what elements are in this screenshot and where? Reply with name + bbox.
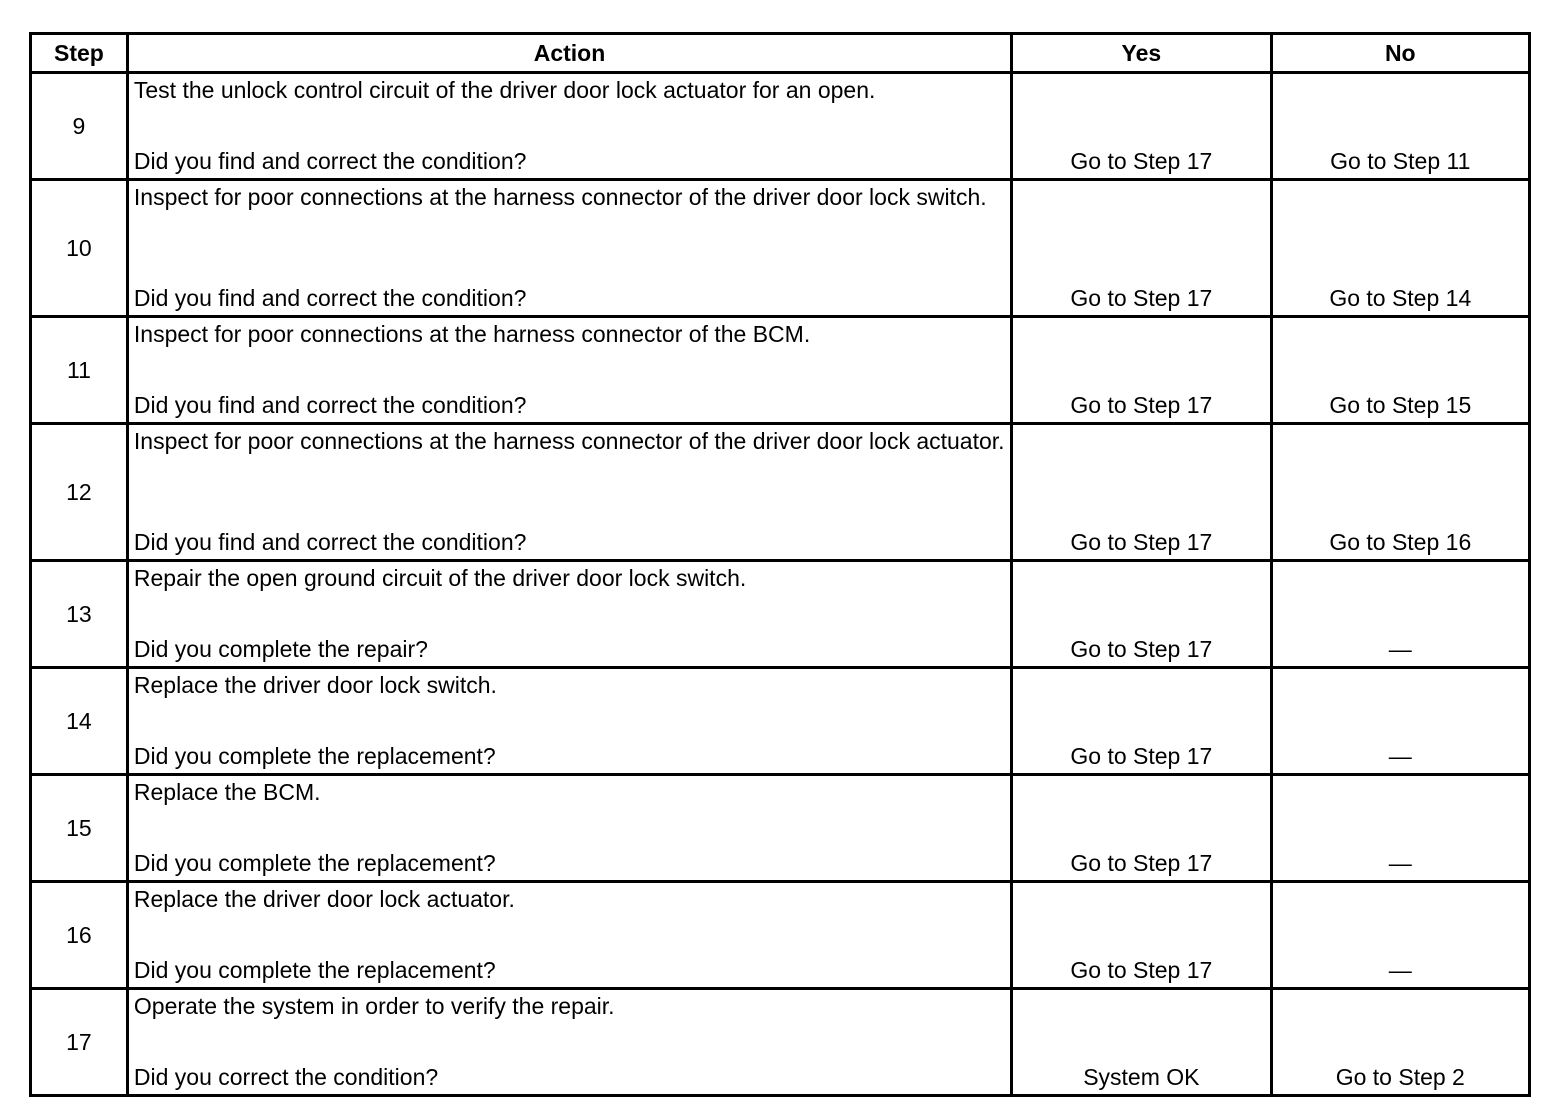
table-row	[31, 317, 1530, 424]
action-cell	[127, 775, 1011, 882]
no-result: —	[1271, 561, 1529, 668]
action-instruction: Test the unlock control circuit of the driver door lock actuator for an open.	[133, 77, 876, 103]
action-cell	[127, 561, 1011, 668]
yes-result: Go to Step 17	[1012, 73, 1271, 180]
table-row	[31, 775, 1530, 882]
table-row	[31, 73, 1530, 180]
action-question: Did you complete the replacement?	[133, 743, 496, 769]
action-question: Did you complete the replacement?	[133, 957, 496, 983]
action-question: Did you find and correct the condition?	[133, 392, 527, 418]
action-instruction: Inspect for poor connections at the harness connector of the BCM.	[133, 321, 811, 347]
no-result: Go to Step 16	[1271, 424, 1529, 561]
no-result: Go to Step 2	[1271, 989, 1529, 1096]
action-instruction: Replace the driver door lock switch.	[133, 672, 497, 698]
action-cell	[127, 317, 1011, 424]
yes-result: System OK	[1012, 989, 1271, 1096]
yes-result: Go to Step 17	[1012, 424, 1271, 561]
action-cell	[127, 882, 1011, 989]
step-number: 14	[31, 668, 128, 775]
table-row	[31, 424, 1530, 561]
table-row	[31, 180, 1530, 317]
action-cell	[127, 989, 1011, 1096]
step-number: 16	[31, 882, 128, 989]
no-result: Go to Step 11	[1271, 73, 1529, 180]
action-instruction: Inspect for poor connections at the harness connector of the driver door lock switch.	[133, 184, 987, 210]
header-action: Action	[127, 34, 1011, 73]
table-row	[31, 882, 1530, 989]
action-question: Did you find and correct the condition?	[133, 285, 527, 311]
no-result: —	[1271, 775, 1529, 882]
diagnostic-table	[29, 32, 1531, 1097]
header-step: Step	[31, 34, 128, 73]
no-result: Go to Step 15	[1271, 317, 1529, 424]
action-question: Did you find and correct the condition?	[133, 148, 527, 174]
action-instruction: Operate the system in order to verify the repair.	[133, 993, 615, 1019]
action-question: Did you correct the condition?	[133, 1064, 439, 1090]
action-instruction: Inspect for poor connections at the harness connector of the driver door lock actuator.	[133, 428, 1005, 454]
no-result: —	[1271, 882, 1529, 989]
step-number: 10	[31, 180, 128, 317]
action-question: Did you find and correct the condition?	[133, 529, 527, 555]
action-cell	[127, 668, 1011, 775]
action-cell	[127, 424, 1011, 561]
yes-result: Go to Step 17	[1012, 882, 1271, 989]
action-instruction: Replace the BCM.	[133, 779, 321, 805]
header-yes: Yes	[1012, 34, 1271, 73]
step-number: 12	[31, 424, 128, 561]
action-question: Did you complete the repair?	[133, 636, 428, 662]
no-result: Go to Step 14	[1271, 180, 1529, 317]
table-row	[31, 989, 1530, 1096]
yes-result: Go to Step 17	[1012, 668, 1271, 775]
yes-result: Go to Step 17	[1012, 561, 1271, 668]
yes-result: Go to Step 17	[1012, 180, 1271, 317]
table-row	[31, 561, 1530, 668]
step-number: 9	[31, 73, 128, 180]
table-row	[31, 668, 1530, 775]
yes-result: Go to Step 17	[1012, 775, 1271, 882]
step-number: 13	[31, 561, 128, 668]
step-number: 11	[31, 317, 128, 424]
action-cell	[127, 73, 1011, 180]
action-instruction: Repair the open ground circuit of the driver door lock switch.	[133, 565, 747, 591]
action-instruction: Replace the driver door lock actuator.	[133, 886, 515, 912]
no-result: —	[1271, 668, 1529, 775]
action-cell	[127, 180, 1011, 317]
action-question: Did you complete the replacement?	[133, 850, 496, 876]
header-no: No	[1271, 34, 1529, 73]
header-row	[31, 34, 1530, 73]
step-number: 15	[31, 775, 128, 882]
step-number: 17	[31, 989, 128, 1096]
yes-result: Go to Step 17	[1012, 317, 1271, 424]
